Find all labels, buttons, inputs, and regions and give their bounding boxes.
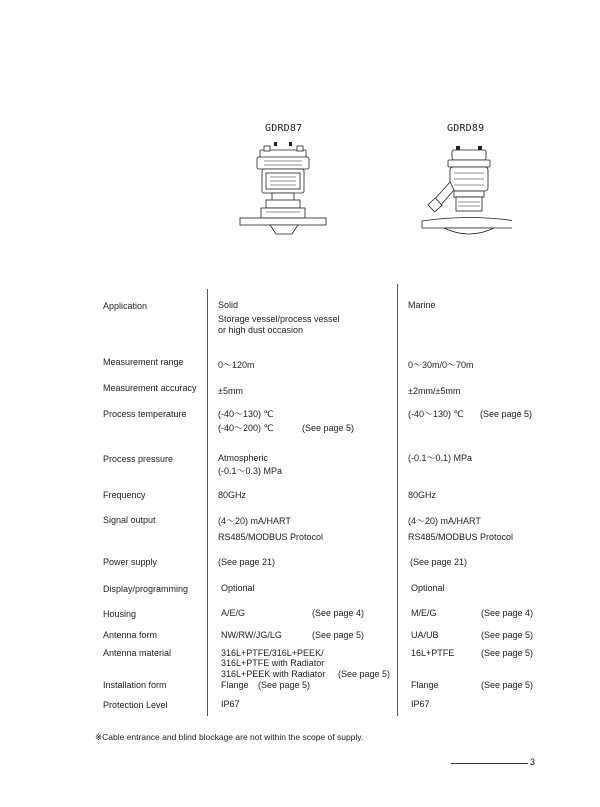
gdrd87-signal-line1: (4～20) mA/HART [218,516,291,526]
label-signal-output: Signal output [103,515,156,525]
gdrd87-application-line2: Storage vessel/process vessel [218,314,340,324]
gdrd87-device-illustration [236,142,336,242]
gdrd87-installation-form: Flange [221,680,249,690]
gdrd87-signal-line2: RS485/MODBUS Protocol [218,532,324,542]
model-title-gdrd87: GDRD87 [265,123,303,134]
gdrd87-application-line3: or high dust occasion [218,325,304,335]
gdrd87-application-line1: Solid [218,300,239,310]
gdrd89-antenna-material-note: (See page 5) [481,648,534,658]
column-divider-left [207,289,208,716]
label-power-supply: Power supply [103,557,158,567]
gdrd89-temperature-note: (See page 5) [480,409,533,419]
gdrd89-housing: M/E/G [411,608,437,618]
label-antenna-form: Antenna form [103,630,158,640]
gdrd89-application: Marine [408,300,436,310]
gdrd87-power-supply: (See page 21) [218,557,276,567]
gdrd87-antenna-form-note: (See page 5) [312,630,365,640]
label-display-programming: Display/programming [103,584,189,594]
label-measurement-accuracy: Measurement accuracy [103,383,197,393]
label-process-pressure: Process pressure [103,454,174,464]
page-number: 3 [530,757,536,767]
label-antenna-material: Antenna material [103,648,172,658]
gdrd89-installation-form: Flange [411,680,439,690]
gdrd87-display-programming: Optional [221,583,255,593]
gdrd89-antenna-material: 16L+PTFE [411,648,455,658]
gdrd89-protection-level: IP67 [411,699,430,709]
gdrd87-protection-level: IP67 [221,699,240,709]
gdrd87-housing: A/E/G [221,608,246,618]
gdrd87-housing-note: (See page 4) [312,608,365,618]
gdrd89-display-programming: Optional [411,583,445,593]
gdrd89-device-illustration [412,142,512,242]
gdrd89-measurement-accuracy: ±2mm/±5mm [408,386,461,396]
gdrd87-pressure-line1: Atmospheric [218,453,269,463]
gdrd87-antenna-material-line2: 316L+PTFE with Radiator [221,658,325,668]
gdrd87-measurement-accuracy: ±5mm [218,386,243,396]
gdrd89-temperature: (-40～130) ℃ [408,409,464,419]
label-measurement-range: Measurement range [103,357,184,367]
gdrd89-power-supply: (See page 21) [410,557,468,567]
gdrd87-pressure-line2: (-0.1～0.3) MPa [218,466,283,476]
gdrd89-signal-line2: RS485/MODBUS Protocol [408,532,514,542]
label-frequency: Frequency [103,490,146,500]
gdrd89-housing-note: (See page 4) [481,608,534,618]
gdrd87-antenna-material-line3: 316L+PEEK with Radiator [221,669,326,679]
model-title-gdrd89: GDRD89 [447,123,485,134]
label-installation-form: Installation form [103,680,167,690]
gdrd89-signal-line1: (4～20) mA/HART [408,516,481,526]
gdrd87-antenna-material-line1: 316L+PTFE/316L+PEEK/ [221,648,324,658]
gdrd87-temperature-line2: (-40～200) ℃ [218,423,274,433]
gdrd87-installation-form-note: (See page 5) [258,680,311,690]
gdrd87-antenna-material-note: (See page 5) [338,669,391,679]
label-housing: Housing [103,609,137,619]
gdrd89-installation-form-note: (See page 5) [481,680,534,690]
gdrd89-frequency: 80GHz [408,490,437,500]
footnote: ※Cable entrance and blind blockage are not within the scope of supply. [95,732,364,742]
gdrd87-temperature-note: (See page 5) [302,423,355,433]
gdrd89-pressure: (-0.1～0.1) MPa [408,453,473,463]
gdrd89-measurement-range: 0～30m/0～70m [408,360,474,370]
column-divider-right [397,284,398,716]
label-protection-level: Protection Level [103,700,168,710]
footer-rule [451,763,528,764]
gdrd87-measurement-range: 0～120m [218,360,255,370]
label-process-temperature: Process temperature [103,409,187,419]
label-application: Application [103,301,148,311]
gdrd87-antenna-form: NW/RW/JG/LG [221,630,282,640]
gdrd87-frequency: 80GHz [218,490,247,500]
gdrd87-temperature-line1: (-40～130) ℃ [218,409,274,419]
gdrd89-antenna-form: UA/UB [411,630,439,640]
gdrd89-antenna-form-note: (See page 5) [481,630,534,640]
